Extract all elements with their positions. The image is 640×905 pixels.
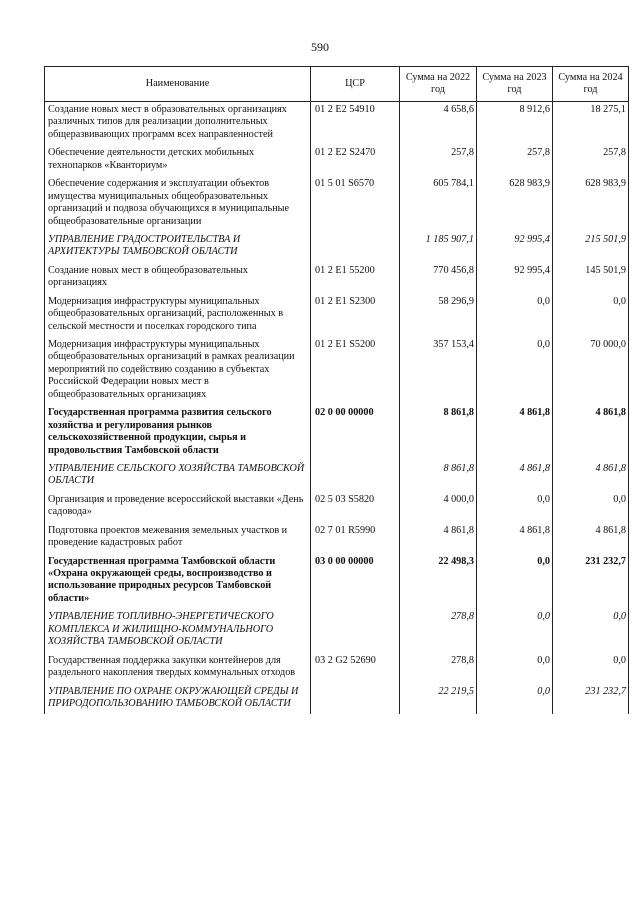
row-name-cell: УПРАВЛЕНИЕ ПО ОХРАНЕ ОКРУЖАЮЩЕЙ СРЕДЫ И ПРИРОДОПОЛЬЗОВАНИЮ ТАМБОВСКОЙ ОБЛАСТИ [45,684,311,715]
row-sum-2022-cell: 4 658,6 [400,102,477,146]
row-csr-cell: 01 2 E2 54910 [311,102,400,146]
row-sum-2024-cell: 0,0 [553,653,629,684]
row-name-cell: Государственная поддержка закупки контейнеров для раздельного накопления твердых коммунальных отходов [45,653,311,684]
row-sum-2024-cell: 231 232,7 [553,554,629,610]
table-row [45,176,629,232]
row-name-cell: Государственная программа Тамбовской области «Охрана окружающей среды, воспроизводство и использование природных ресурсов Тамбовской области» [45,554,311,610]
row-csr-cell: 02 0 00 00000 [311,405,400,461]
row-sum-2023-cell: 4 861,8 [477,461,553,492]
row-csr-cell: 03 2 G2 52690 [311,653,400,684]
table-body [45,102,629,715]
row-sum-2024-cell: 4 861,8 [553,405,629,461]
row-name-cell: Создание новых мест в образовательных организациях различных типов для реализации дополнительных общеразвивающих программ всех направленностей [45,102,311,146]
row-sum-2022-cell: 8 861,8 [400,461,477,492]
row-sum-2022-cell: 4 000,0 [400,492,477,523]
header-name: Наименование [45,67,311,102]
table-row [45,232,629,263]
row-sum-2022-cell: 22 219,5 [400,684,477,715]
row-sum-2023-cell: 0,0 [477,609,553,652]
row-sum-2023-cell: 92 995,4 [477,263,553,294]
table-row [45,653,629,684]
budget-table [44,66,629,714]
row-sum-2023-cell: 0,0 [477,684,553,715]
row-sum-2022-cell: 8 861,8 [400,405,477,461]
row-sum-2023-cell: 0,0 [477,492,553,523]
row-sum-2023-cell: 92 995,4 [477,232,553,263]
row-sum-2024-cell: 0,0 [553,294,629,337]
row-sum-2022-cell: 1 185 907,1 [400,232,477,263]
row-name-cell: УПРАВЛЕНИЕ СЕЛЬСКОГО ХОЗЯЙСТВА ТАМБОВСКОЙ ОБЛАСТИ [45,461,311,492]
header-sum-2022: Сумма на 2022 год [400,67,477,102]
row-sum-2022-cell: 770 456,8 [400,263,477,294]
table-row [45,294,629,337]
table-row [45,263,629,294]
row-sum-2022-cell: 278,8 [400,609,477,652]
table-row [45,145,629,176]
row-sum-2023-cell: 4 861,8 [477,405,553,461]
row-csr-cell: 02 5 03 S5820 [311,492,400,523]
row-sum-2022-cell: 22 498,3 [400,554,477,610]
row-sum-2024-cell: 18 275,1 [553,102,629,146]
row-sum-2024-cell: 70 000,0 [553,337,629,405]
table-row [45,523,629,554]
row-sum-2023-cell: 4 861,8 [477,523,553,554]
row-csr-cell: 01 5 01 S6570 [311,176,400,232]
table-row [45,684,629,715]
row-csr-cell [311,609,400,652]
header-sum-2023: Сумма на 2023 год [477,67,553,102]
row-csr-cell: 01 2 E1 S5200 [311,337,400,405]
row-sum-2023-cell: 0,0 [477,337,553,405]
table-row [45,492,629,523]
row-sum-2024-cell: 0,0 [553,492,629,523]
table-row [45,337,629,405]
row-csr-cell: 02 7 01 R5990 [311,523,400,554]
row-sum-2023-cell: 8 912,6 [477,102,553,146]
row-sum-2024-cell: 231 232,7 [553,684,629,715]
row-sum-2022-cell: 58 296,9 [400,294,477,337]
header-csr: ЦСР [311,67,400,102]
row-csr-cell: 01 2 E1 S2300 [311,294,400,337]
row-sum-2024-cell: 4 861,8 [553,523,629,554]
row-name-cell: Модернизация инфраструктуры муниципальных общеобразовательных организаций, расположенных в сельской местности и поселках городского типа [45,294,311,337]
table-row [45,609,629,652]
page-number: 590 [311,40,329,54]
row-sum-2022-cell: 4 861,8 [400,523,477,554]
row-sum-2022-cell: 257,8 [400,145,477,176]
row-name-cell: Обеспечение содержания и эксплуатации объектов имущества муниципальных общеобразовательных организаций и подвоза обучающихся в муниципальные общеобразовательные организации [45,176,311,232]
row-name-cell: УПРАВЛЕНИЕ ГРАДОСТРОИТЕЛЬСТВА И АРХИТЕКТУРЫ ТАМБОВСКОЙ ОБЛАСТИ [45,232,311,263]
row-name-cell: Организация и проведение всероссийской выставки «День садовода» [45,492,311,523]
table-row [45,405,629,461]
row-name-cell: Создание новых мест в общеобразовательных организациях [45,263,311,294]
row-sum-2023-cell: 628 983,9 [477,176,553,232]
row-sum-2023-cell: 257,8 [477,145,553,176]
row-csr-cell [311,684,400,715]
row-csr-cell [311,232,400,263]
table-row [45,554,629,610]
row-sum-2024-cell: 0,0 [553,609,629,652]
row-csr-cell: 01 2 E1 55200 [311,263,400,294]
row-csr-cell: 03 0 00 00000 [311,554,400,610]
row-name-cell: Обеспечение деятельности детских мобильных технопарков «Кванториум» [45,145,311,176]
row-sum-2024-cell: 4 861,8 [553,461,629,492]
row-sum-2024-cell: 628 983,9 [553,176,629,232]
row-sum-2022-cell: 278,8 [400,653,477,684]
row-sum-2022-cell: 357 153,4 [400,337,477,405]
row-sum-2024-cell: 145 501,9 [553,263,629,294]
table-row [45,102,629,146]
row-sum-2023-cell: 0,0 [477,554,553,610]
row-name-cell: Государственная программа развития сельского хозяйства и регулирования рынков сельскохозяйственной продукции, сырья и продовольствия Тамбовской области [45,405,311,461]
row-name-cell: Модернизация инфраструктуры муниципальных общеобразовательных организаций в рамках реализации мероприятий по содействию созданию в субъектах Российской Федерации новых мест в общеобразовательных организациях [45,337,311,405]
row-name-cell: Подготовка проектов межевания земельных участков и проведение кадастровых работ [45,523,311,554]
row-sum-2024-cell: 215 501,9 [553,232,629,263]
row-csr-cell [311,461,400,492]
row-sum-2024-cell: 257,8 [553,145,629,176]
row-name-cell: УПРАВЛЕНИЕ ТОПЛИВНО-ЭНЕРГЕТИЧЕСКОГО КОМПЛЕКСА И ЖИЛИЩНО-КОММУНАЛЬНОГО ХОЗЯЙСТВА ТАМБОВСКОЙ ОБЛАСТИ [45,609,311,652]
row-sum-2023-cell: 0,0 [477,294,553,337]
row-sum-2022-cell: 605 784,1 [400,176,477,232]
table-row [45,461,629,492]
row-sum-2023-cell: 0,0 [477,653,553,684]
table-header-row [45,67,629,102]
header-sum-2024: Сумма на 2024 год [553,67,629,102]
row-csr-cell: 01 2 E2 S2470 [311,145,400,176]
